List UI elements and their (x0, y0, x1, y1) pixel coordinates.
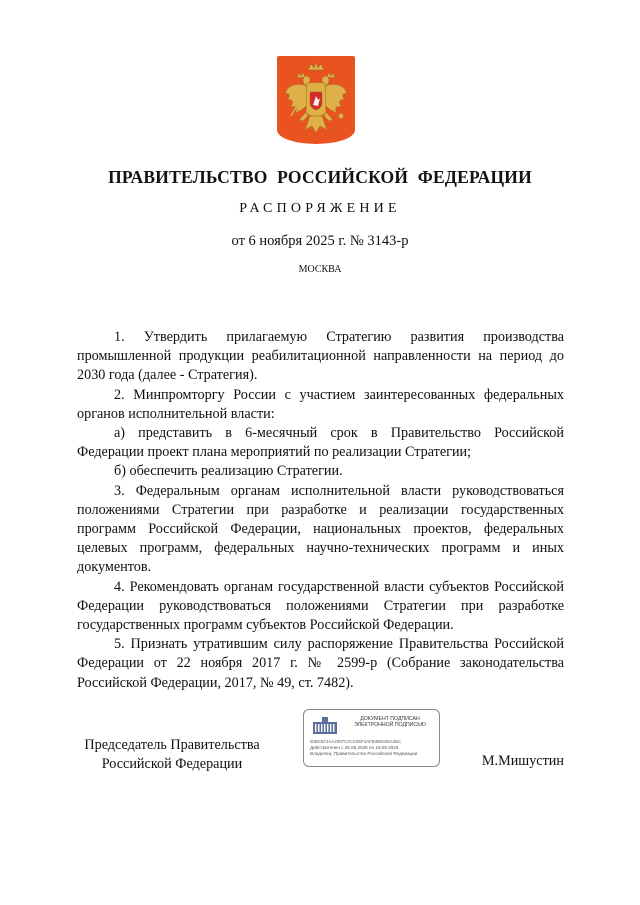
government-title: ПРАВИТЕЛЬСТВО РОССИЙСКОЙ ФЕДЕРАЦИИ (108, 167, 532, 187)
signer-position: Председатель Правительства Российской Федерации (84, 737, 260, 772)
document-type: РАСПОРЯЖЕНИЕ (239, 201, 401, 216)
russian-coat-of-arms-icon (277, 56, 355, 144)
document-date-number: от 6 ноября 2025 г. № 3143-р (231, 233, 409, 249)
government-building-icon (310, 716, 340, 736)
paragraph-2a: а) представить в 6-месячный срок в Правительство Российской Федерации проект плана мероприятий по реализации Стратегии; (77, 425, 564, 461)
paragraph-5: 5. Признать утратившим силу распоряжение Правительства Российской Федерации от 22 ноября 2017 г. № 2599-р (Собрание законодательства Российской Федерации, 2017, № 49, ст. 7482). (77, 636, 564, 691)
paragraph-3: 3. Федеральным органам исполнительной власти руководствоваться положениями Стратегии при разработке и реализации государственных программ Российской Федерации, национальных проектов, федеральных целевых программ, федеральных научно-технических программ и иных документов. (77, 482, 564, 576)
electronic-signature-stamp (303, 709, 440, 767)
stamp-certificate: 00BCB74AA2097C2CC0EF4AFB4B9435A2BC (310, 739, 402, 744)
signer-name: М.Мишустин (481, 753, 564, 769)
stamp-owner: Владелец: Правительство Российской Федерации (310, 751, 418, 756)
document-city: МОСКВА (298, 264, 342, 275)
stamp-title: ДОКУМЕНТ ПОДПИСАН ЭЛЕКТРОННОЙ ПОДПИСЬЮ (354, 716, 426, 729)
paragraph-2b: б) обеспечить реализацию Стратегии. (114, 463, 343, 480)
document-body (77, 328, 564, 693)
paragraph-1: 1. Утвердить прилагаемую Стратегию развития производства промышленной продукции реабилитационной направленности на период до 2030 года (далее - Стратегия). (77, 329, 564, 384)
paragraph-2: 2. Минпромторгу России с участием заинтересованных федеральных органов исполнительной власти: (77, 386, 564, 422)
paragraph-4: 4. Рекомендовать органам государственной власти субъектов Российской Федерации руководствоваться положениями Стратегии при разработке государственных программ субъектов Российской Федерации. (77, 578, 564, 634)
stamp-validity: Действителен с 26.06.2025 по 19.09.2026 (310, 745, 399, 750)
